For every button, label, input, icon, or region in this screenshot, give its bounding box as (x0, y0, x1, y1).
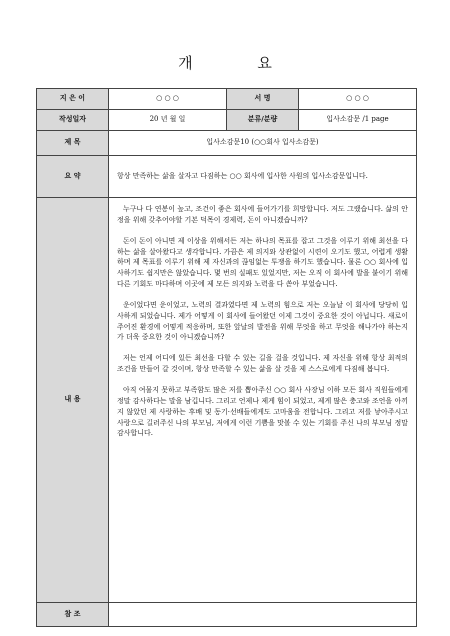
author-row (37, 89, 417, 110)
subject-label: 제 목 (37, 131, 109, 156)
body-paragraph-2: 돈이 돈이 아니면 제 이상을 위해서든 저는 하나의 목표를 잡고 그것을 이루기 위해 최선을 다하는 삶을 살아왔다고 생각합니다. 가끔은 제 의지와 상관없이 시련이 오기도 했고, 어렵게 생활하며 제 목표를 이루기 위해 제 자신과의 끊임없는 투쟁을 하기도 했습니다. 물론 ○○ 회사에 입사하기도 쉽지만은 않았습니다. 몇 번의 실패도 있었지만, 저는 오직 이 회사에 발을 붙이기 위해 다른 기회도 마다하며 이곳에 제 모든 의지와 노력을 다 쏟아 부었습니다. (117, 236, 408, 289)
review-label: 서 명 (227, 89, 299, 110)
review-value: ○ ○ ○ (299, 89, 417, 110)
body-content (109, 198, 417, 603)
body-row (37, 198, 417, 603)
date-row (37, 110, 417, 131)
body-paragraph-1: 누구나 다 연봉이 높고, 조건이 좋은 회사에 들어가기를 희망합니다. 저도 그랬습니다. 삶의 안정을 위해 갖추어야할 기본 덕목이 경제력, 돈이 아니겠습니까? (117, 205, 408, 224)
reference-row (37, 603, 417, 627)
summary-row (37, 156, 417, 198)
category-value: 입사소감문 /1 page (299, 110, 417, 131)
summary-label: 요 약 (37, 156, 109, 198)
author-value: ○ ○ ○ (109, 89, 227, 110)
author-label: 지 은 이 (37, 89, 109, 110)
date-label: 작성일자 (37, 110, 109, 131)
subject-value: 입사소감문10 (○○회사 입사소감문) (109, 131, 417, 156)
summary-value: 항상 만족하는 삶을 살자고 다짐하는 ○○ 회사에 입사한 사원의 입사소감문입니다. (109, 156, 417, 198)
subject-row (37, 131, 417, 156)
reference-label: 참 조 (37, 603, 109, 627)
body-paragraph-5: 아직 여물지 못하고 부족함도 많은 저를 뽑아주신 ○○ 회사 사장님 이하 모든 회사 직원들에게 정말 감사하다는 말을 남깁니다. 그리고 언제나 제게 힘이 되었고, 제게 많은 충고와 조언을 아끼지 않았던 제 사랑하는 후배 및 동기·선배들에게도 고마움을 전합니다. 그리고 저를 낳아주시고 사랑으로 길러주신 나의 부모님, 저에게 이런 기쁨을 맛볼 수 있는 기회를 주신 나의 부모님 정말 감사합니다. (117, 385, 408, 438)
category-label: 분류/분량 (227, 110, 299, 131)
date-value: 20 년 월 일 (109, 110, 227, 131)
summary-form-table (36, 88, 417, 627)
reference-value (109, 603, 417, 627)
body-paragraph-4: 저는 언제 어디에 있든 최선을 다할 수 있는 길을 걸을 것입니다. 제 자신을 위해 항상 최적의 조건을 만들어 갈 것이며, 항상 만족할 수 있는 삶을 살 것을 제 스스로에게 다짐해 봅니다. (117, 354, 408, 374)
body-paragraph-3: 운이었다면 운이었고, 노력의 결과였다면 제 노력의 힘으로 저는 오늘날 이 회사에 당당히 입사하게 되었습니다. 제가 어떻게 이 회사에 들어왔던 이제 그것이 중요한 것이 아닙니다. 새로이 주어진 환경에 어떻게 적응하며, 또한 앞날의 발전을 위해 무엇을 하고 무엇을 해나가야 하는지가 더욱 중요한 것이 아니겠습니까? (117, 300, 408, 342)
body-label: 내 용 (37, 198, 109, 603)
page-title: 개 요 (178, 54, 302, 72)
